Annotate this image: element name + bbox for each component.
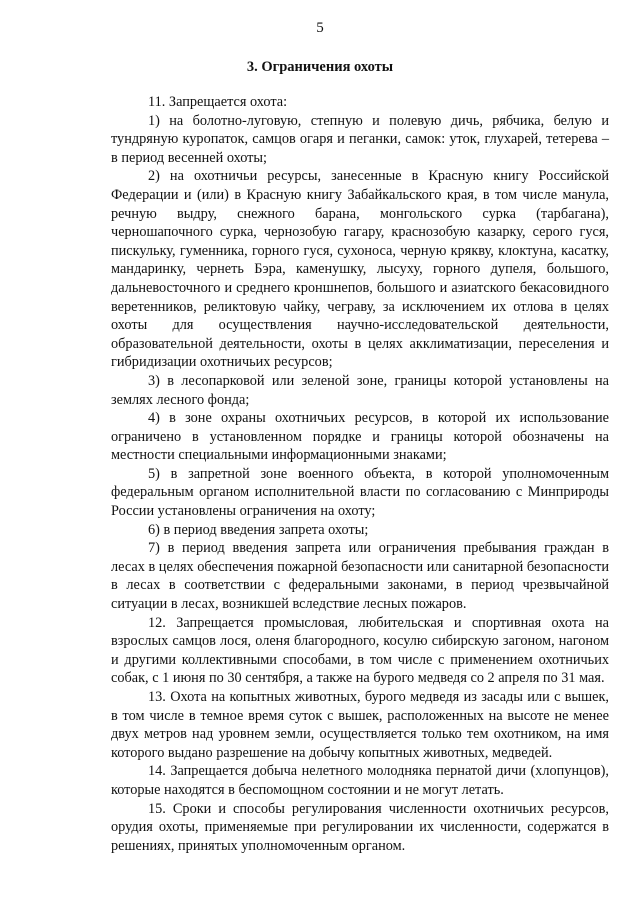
- paragraph-13: 13. Охота на копытных животных, бурого медведя из засады или с вышек, в том числе в темное время суток с вышек, расположенных на высоте не менее двух метров над уровнем земли, осуществляется только тем охотником, на имя которого выдано разрешение на добычу копытных животных, медведей.: [111, 689, 609, 761]
- paragraph-11-item-5: 5) в запретной зоне военного объекта, в которой уполномоченным федеральным органом исполнительной власти по согласованию с Минприроды России установлены ограничения на охоту;: [111, 465, 609, 520]
- paragraph-11-item-1: 1) на болотно-луговую, степную и полевую дичь, рябчика, белую и тундряную куропаток, самцов огаря и пеганки, самок: уток, глухарей, тетерева – в период весенней охоты;: [111, 112, 609, 166]
- paragraph-11-item-2: 2) на охотничьи ресурсы, занесенные в Красную книгу Российской Федерации и (или) в Красную книгу Забайкальского края, в том числе манула, речную выдру, снежного барана, монгольского сурка (тарбагана), черношапочного сурка, чернозобую гагару, краснозобую казарку, серого гуся, пискульку, гуменника, горного гуся, сухоноса, черную крякву, клоктуна, касатку, мандаринку, чернеть Бэра, каменушку, лысуху, горного дупеля, большого, дальневосточного и среднего кроншнепов, большого и азиатского бекасовидного веретенников, реликтовую чайку, чеграву, за исключением их отлова в целях охоты для осуществления научно-исследовательской деятельности, образовательной деятельности, охоты в целях акклиматизации, переселения и гибридизации охотничьих ресурсов;: [111, 168, 609, 371]
- paragraph-12: 12. Запрещается промысловая, любительская и спортивная охота на взрослых самцов лося, оленя благородного, косулю сибирскую загоном, нагоном и другими коллективными способами, в том числе с применением охотничьих собак, с 1 июня по 30 сентября, а также на бурого медведя со 2 апреля по 31 мая.: [111, 614, 609, 687]
- paragraph-11-item-3: 3) в лесопарковой или зеленой зоне, границы которой установлены на землях лесного фонда;: [111, 372, 609, 408]
- paragraph-11-intro: 11. Запрещается охота:: [148, 94, 288, 110]
- paragraph-11-item-7: 7) в период введения запрета или ограничения пребывания граждан в лесах в целях обеспечения пожарной безопасности или санитарной безопасности в лесах в соответствии с федеральными законами, в период чрезвычайной ситуации в лесах, возникшей вследствие лесных пожаров.: [111, 540, 609, 613]
- document-body: [111, 93, 609, 855]
- paragraph-11-item-6: 6) в период введения запрета охоты;: [148, 521, 369, 538]
- paragraph-14: 14. Запрещается добыча нелетного молодняка пернатой дичи (хлопунцов), которые находятся в беспомощном состоянии и не могут летать.: [111, 763, 609, 798]
- section-title: 3. Ограничения охоты: [246, 59, 394, 75]
- paragraph-11-item-4: 4) в зоне охраны охотничьих ресурсов, в которой их использование ограничено в установленном порядке и границы которой обозначены на местности специальными информационными знаками;: [111, 410, 609, 464]
- paragraph-15: 15. Сроки и способы регулирования численности охотничьих ресурсов, орудия охоты, применяемые при регулировании их численности, содержатся в решениях, принятых уполномоченным органом.: [111, 800, 609, 854]
- page-number: 5: [316, 20, 324, 36]
